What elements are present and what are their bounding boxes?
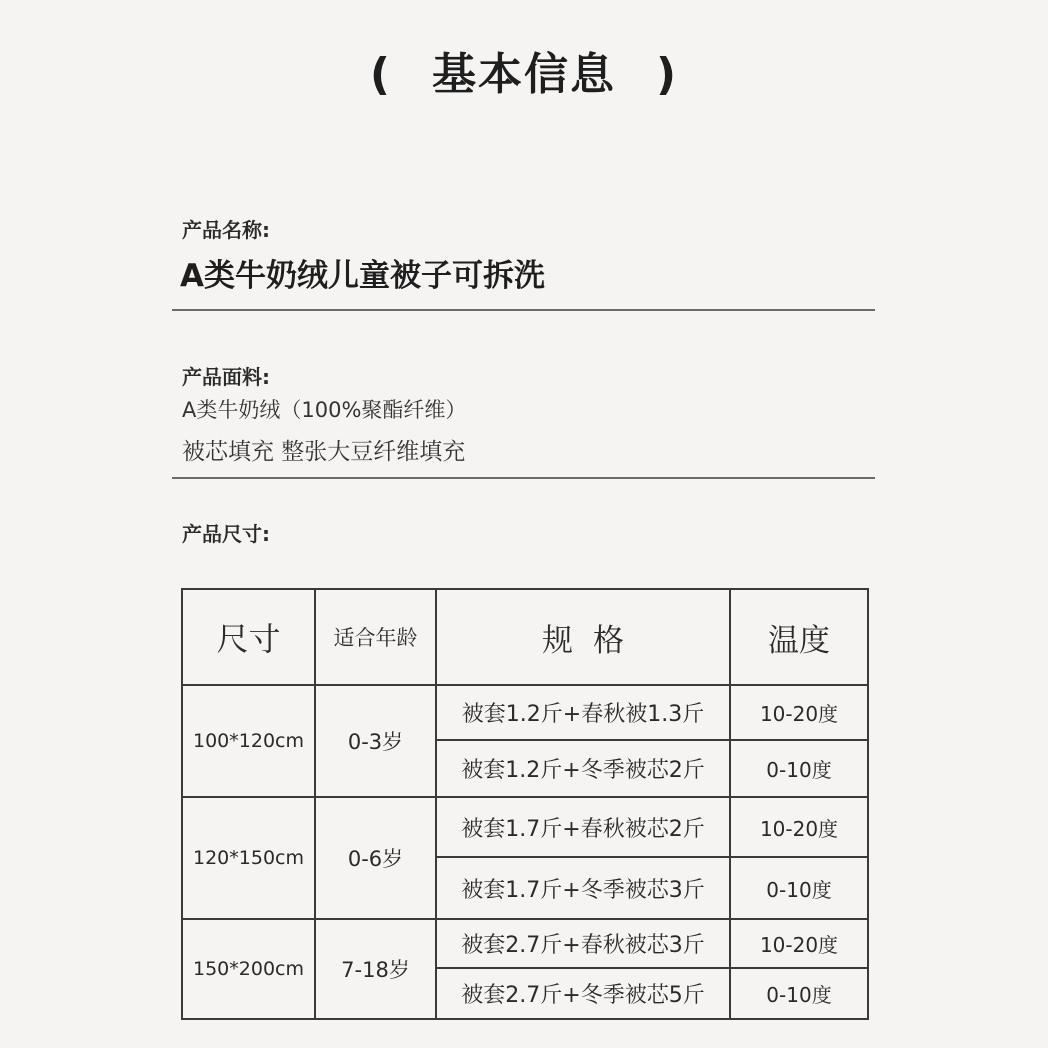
cell-spec: 被套2.7斤+冬季被芯5斤 xyxy=(436,968,730,1019)
fabric-filling: 被芯填充 整张大豆纤维填充 xyxy=(182,439,466,465)
title-paren-close: ) xyxy=(656,49,679,100)
title-paren-open: ( xyxy=(369,49,392,100)
divider-2 xyxy=(172,477,875,479)
fabric-label: 产品面料: xyxy=(182,365,270,389)
cell-spec: 被套1.7斤+春秋被芯2斤 xyxy=(436,797,730,857)
title-text: 基本信息 xyxy=(432,49,616,100)
cell-spec: 被套2.7斤+春秋被芯3斤 xyxy=(436,919,730,968)
cell-temp: 0-10度 xyxy=(730,857,868,919)
cell-spec: 被套1.7斤+冬季被芯3斤 xyxy=(436,857,730,919)
size-spec-table xyxy=(181,588,869,1020)
cell-spec: 被套1.2斤+春秋被1.3斤 xyxy=(436,685,730,740)
header-spec: 规格 xyxy=(436,589,730,685)
divider-1 xyxy=(172,309,875,311)
cell-temp: 0-10度 xyxy=(730,740,868,797)
cell-temp: 10-20度 xyxy=(730,797,868,857)
table-header-row xyxy=(182,589,868,685)
cell-age: 0-6岁 xyxy=(315,797,436,919)
product-name-value: A类牛奶绒儿童被子可拆洗 xyxy=(180,258,545,294)
product-name-label: 产品名称: xyxy=(182,218,270,242)
size-label: 产品尺寸: xyxy=(182,522,270,546)
table-row xyxy=(182,919,868,968)
table-row xyxy=(182,685,868,740)
header-size: 尺寸 xyxy=(182,589,315,685)
fabric-material: A类牛奶绒（100%聚酯纤维） xyxy=(182,398,467,422)
cell-size: 100*120cm xyxy=(182,685,315,797)
cell-size: 120*150cm xyxy=(182,797,315,919)
cell-temp: 10-20度 xyxy=(730,919,868,968)
cell-spec: 被套1.2斤+冬季被芯2斤 xyxy=(436,740,730,797)
page-title xyxy=(0,38,1048,102)
cell-age: 7-18岁 xyxy=(315,919,436,1019)
cell-temp: 0-10度 xyxy=(730,968,868,1019)
cell-age: 0-3岁 xyxy=(315,685,436,797)
header-age: 适合年龄 xyxy=(315,589,436,685)
cell-temp: 10-20度 xyxy=(730,685,868,740)
cell-size: 150*200cm xyxy=(182,919,315,1019)
header-temp: 温度 xyxy=(730,589,868,685)
table-row xyxy=(182,797,868,857)
